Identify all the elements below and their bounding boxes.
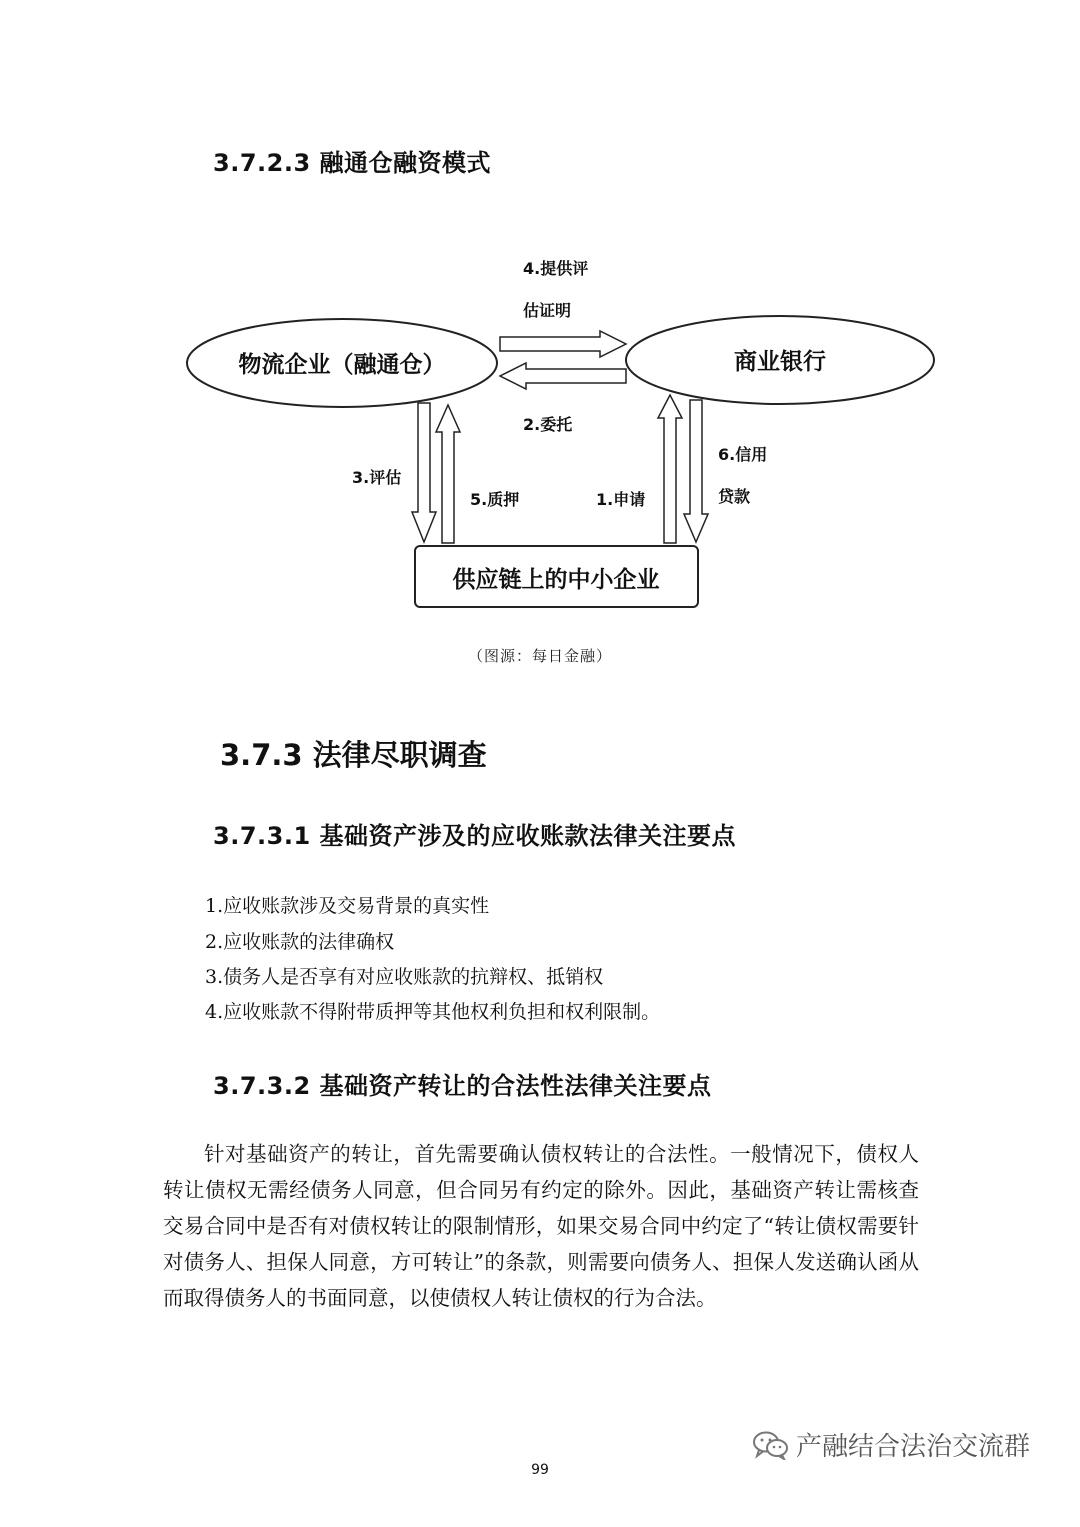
- node-logistics-label: 物流企业（融通仓）: [238, 352, 446, 378]
- step4-label: 4.提供评: [523, 259, 589, 278]
- list-item: 2.应收账款的法律确权: [205, 931, 395, 953]
- page-number: 99: [531, 1462, 549, 1478]
- heading-3732: 3.7.3.2 基础资产转让的合法性法律关注要点: [213, 1072, 712, 1100]
- heading-3723: 3.7.2.3 融通仓融资模式: [213, 149, 492, 177]
- step1-label: 1.申请: [596, 490, 646, 509]
- arrow-down-icon: [684, 400, 708, 542]
- step4-label-2: 估证明: [523, 301, 572, 320]
- step2-label: 2.委托: [523, 415, 573, 434]
- step3-label: 3.评估: [352, 468, 402, 487]
- list-item: 4.应收账款不得附带质押等其他权利负担和权利限制。: [205, 1001, 661, 1023]
- node-sme-label: 供应链上的中小企业: [452, 567, 660, 593]
- arrow-right-icon: [500, 331, 626, 357]
- arrow-down-icon: [412, 403, 436, 542]
- figure-caption: （图源：每日金融）: [467, 647, 612, 665]
- watermark-text: 产融结合法治交流群: [796, 1432, 1031, 1462]
- heading-3731: 3.7.3.1 基础资产涉及的应收账款法律关注要点: [213, 822, 737, 850]
- list-item: 1.应收账款涉及交易背景的真实性: [205, 895, 490, 917]
- node-bank-label: 商业银行: [734, 349, 826, 375]
- financing-model-diagram: [180, 250, 950, 620]
- wechat-icon: [752, 1430, 790, 1460]
- step6-label: 6.信用: [718, 445, 768, 464]
- step6-label-2: 贷款: [718, 487, 751, 506]
- arrow-up-icon: [658, 395, 682, 543]
- heading-373: 3.7.3 法律尽职调查: [220, 738, 487, 772]
- step5-label: 5.质押: [470, 490, 520, 509]
- watermark: [752, 1426, 1030, 1463]
- arrow-left-icon: [500, 363, 626, 389]
- body-paragraph: 针对基础资产的转让，首先需要确认债权转让的合法性。一般情况下，债权人转让债权无需经债务人同意，但合同另有约定的除外。因此，基础资产转让需核查交易合同中是否有对债权转让的限制情形，如果交易合同中约定了“转让债权需要针对债务人、担保人同意，方可转让”的条款，则需要向债务人、担保人发送确认函从而取得债务人的书面同意，以使债权人转让债权的行为合法。: [163, 1142, 919, 1310]
- list-item: 3.债务人是否享有对应收账款的抗辩权、抵销权: [205, 966, 604, 988]
- arrow-up-icon: [436, 405, 460, 543]
